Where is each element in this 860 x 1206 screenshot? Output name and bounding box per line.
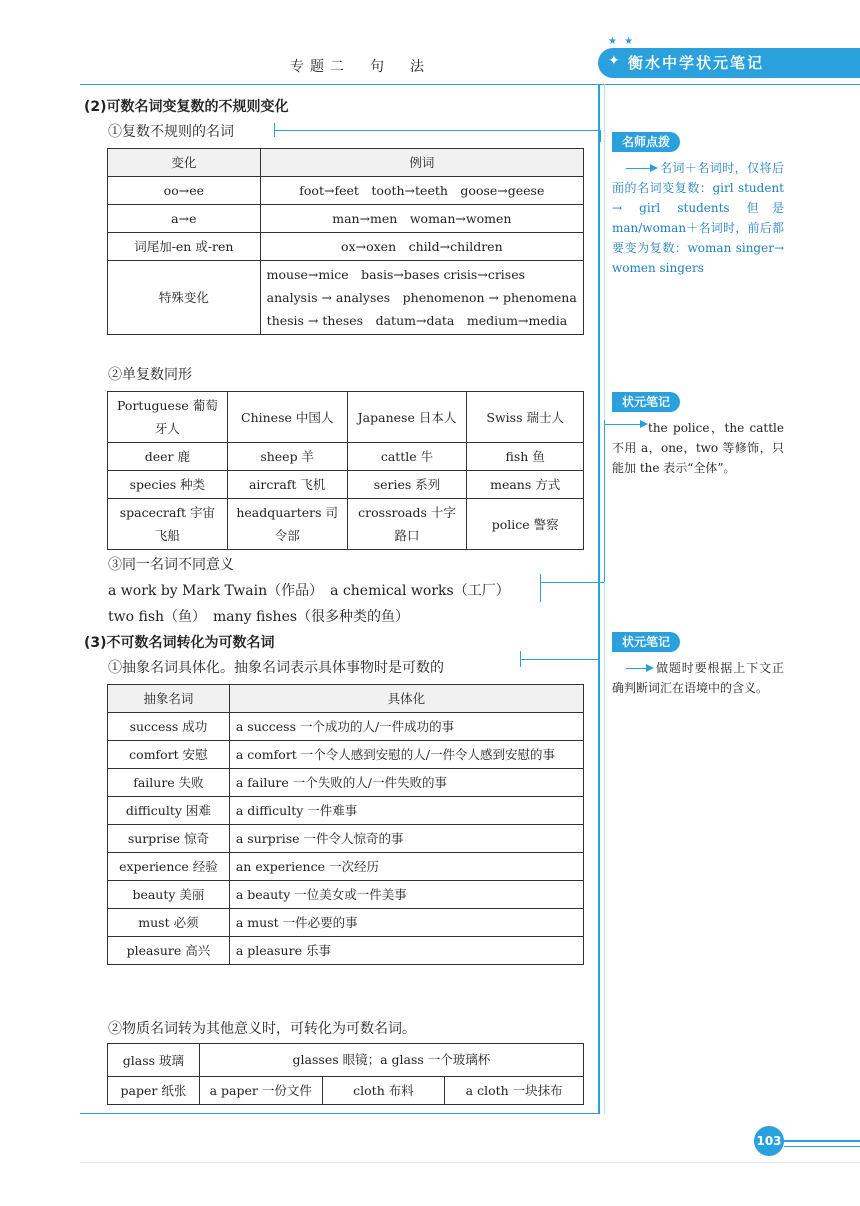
table-cell: experience 经验 bbox=[108, 853, 230, 881]
note-text: the police，the cattle 不用 a，one，two 等修饰，只能加 the 表示“全体”。 bbox=[612, 421, 784, 475]
note-tag: 状元笔记 bbox=[612, 392, 680, 412]
section-heading-3: (3)不可数名词转化为可数名词 bbox=[84, 635, 275, 651]
table-cell: man→men woman→women bbox=[260, 205, 583, 233]
table-row bbox=[108, 205, 584, 233]
table-header: 变化 bbox=[108, 149, 261, 177]
table-cell: mouse→mice basis→bases crisis→crises analysis → analyses phenomenon → phenomena thesis → theses datum→data medium→media bbox=[260, 261, 583, 335]
table-cell: difficulty 困难 bbox=[108, 797, 230, 825]
table-cell: headquarters 司令部 bbox=[227, 499, 347, 550]
table-row bbox=[108, 741, 584, 769]
margin-divider bbox=[598, 84, 600, 1114]
table-row bbox=[108, 1044, 584, 1077]
brand-title: 衡水中学状元笔记 bbox=[628, 54, 765, 72]
header-divider bbox=[80, 84, 860, 85]
table-cell: series 系列 bbox=[347, 471, 467, 499]
table-row bbox=[108, 713, 584, 741]
footer-divider bbox=[80, 1162, 860, 1163]
section-heading-2: (2)可数名词变复数的不规则变化 bbox=[84, 99, 289, 115]
table-header: 具体化 bbox=[229, 685, 583, 713]
table-cell: a surprise 一件令人惊奇的事 bbox=[229, 825, 583, 853]
table-cell: aircraft 飞机 bbox=[227, 471, 347, 499]
connector-line bbox=[540, 582, 604, 583]
table-cell: paper 纸张 bbox=[108, 1077, 200, 1105]
connector-line bbox=[604, 420, 605, 582]
table-cell: a paper 一份文件 bbox=[199, 1077, 322, 1105]
table-row bbox=[108, 392, 584, 443]
example-sentence: two fish（鱼） many fishes（很多种类的鱼） bbox=[108, 609, 410, 625]
table-header: 例词 bbox=[260, 149, 583, 177]
table-row bbox=[108, 499, 584, 550]
connector-line bbox=[540, 574, 541, 602]
table-cell: Portuguese 葡萄牙人 bbox=[108, 392, 228, 443]
margin-divider-light bbox=[604, 84, 605, 1114]
table-row bbox=[108, 797, 584, 825]
table-cell: pleasure 高兴 bbox=[108, 937, 230, 965]
table-row bbox=[108, 1077, 584, 1105]
table-row bbox=[108, 937, 584, 965]
table-cell: a must 一件必要的事 bbox=[229, 909, 583, 937]
table-cell: a beauty 一位美女或一件美事 bbox=[229, 881, 583, 909]
table-cell: surprise 惊奇 bbox=[108, 825, 230, 853]
table-row bbox=[108, 177, 584, 205]
table-row bbox=[108, 909, 584, 937]
brand-banner bbox=[598, 48, 860, 78]
content-bottom-divider bbox=[80, 1113, 600, 1114]
table-cell: sheep 羊 bbox=[227, 443, 347, 471]
subheading-irregular-plurals: ①复数不规则的名词 bbox=[108, 124, 234, 140]
table-cell: a→e bbox=[108, 205, 261, 233]
page-number: 103 bbox=[754, 1126, 784, 1156]
star-icon: ✦ bbox=[608, 53, 622, 69]
subheading-material-nouns: ②物质名词转为其他意义时，可转化为可数名词。 bbox=[108, 1021, 416, 1037]
table-cell: an experience 一次经历 bbox=[229, 853, 583, 881]
table-cell: a pleasure 乐事 bbox=[229, 937, 583, 965]
table-cell: must 必须 bbox=[108, 909, 230, 937]
table-cell: Chinese 中国人 bbox=[227, 392, 347, 443]
connector-line bbox=[520, 659, 600, 660]
table-row bbox=[108, 471, 584, 499]
page-number-rule bbox=[784, 1146, 860, 1147]
subheading-same-form: ②单复数同形 bbox=[108, 367, 192, 383]
table-cell: oo→ee bbox=[108, 177, 261, 205]
table-cell: 特殊变化 bbox=[108, 261, 261, 335]
table-cell: spacecraft 宇宙飞船 bbox=[108, 499, 228, 550]
table-cell: Japanese 日本人 bbox=[347, 392, 467, 443]
page-number-rule bbox=[784, 1140, 860, 1142]
table-cell: foot→feet tooth→teeth goose→geese bbox=[260, 177, 583, 205]
table-row bbox=[108, 769, 584, 797]
table-cell: ox→oxen child→children bbox=[260, 233, 583, 261]
star-decoration-icon: ★ ★ bbox=[608, 36, 636, 47]
subheading-different-meanings: ③同一名词不同意义 bbox=[108, 557, 234, 573]
table-cell: cloth 布料 bbox=[322, 1077, 445, 1105]
table-cell: species 种类 bbox=[108, 471, 228, 499]
table-row bbox=[108, 443, 584, 471]
table-cell: crossroads 十字路口 bbox=[347, 499, 467, 550]
same-form-table bbox=[107, 391, 584, 550]
table-cell: a cloth 一块抹布 bbox=[445, 1077, 584, 1105]
table-cell: cattle 牛 bbox=[347, 443, 467, 471]
table-cell: a difficulty 一件难事 bbox=[229, 797, 583, 825]
table-cell: a comfort 一个令人感到安慰的人/一件令人感到安慰的事 bbox=[229, 741, 583, 769]
note-tag: 状元笔记 bbox=[612, 632, 680, 652]
example-sentence: a work by Mark Twain（作品） a chemical works（工厂） bbox=[108, 583, 510, 599]
table-cell: beauty 美丽 bbox=[108, 881, 230, 909]
subheading-abstract-nouns: ①抽象名词具体化。抽象名词表示具体事物时是可数的 bbox=[108, 660, 444, 676]
table-cell: success 成功 bbox=[108, 713, 230, 741]
irregular-plural-table bbox=[107, 148, 590, 335]
connector-line bbox=[600, 130, 601, 142]
table-row bbox=[108, 853, 584, 881]
table-row bbox=[108, 825, 584, 853]
table-cell: fish 鱼 bbox=[467, 443, 584, 471]
table-cell: police 警察 bbox=[467, 499, 584, 550]
table-row bbox=[108, 233, 584, 261]
table-cell: means 方式 bbox=[467, 471, 584, 499]
abstract-noun-table bbox=[107, 684, 584, 965]
table-row bbox=[108, 261, 584, 335]
chapter-title: 专题二 句 法 bbox=[290, 59, 430, 75]
table-cell: glass 玻璃 bbox=[108, 1044, 200, 1077]
table-cell: 词尾加-en 或-ren bbox=[108, 233, 261, 261]
note-text: 名词＋名词时，仅将后面的名词变复数：girl student → girl students 但是 man/woman＋名词时，前后都要变为复数：woman singer→ women singers bbox=[612, 161, 784, 275]
table-header: 抽象名词 bbox=[108, 685, 230, 713]
table-cell: failure 失败 bbox=[108, 769, 230, 797]
table-cell: Swiss 瑞士人 bbox=[467, 392, 584, 443]
table-cell: a success 一个成功的人/一件成功的事 bbox=[229, 713, 583, 741]
table-cell: deer 鹿 bbox=[108, 443, 228, 471]
material-noun-table bbox=[107, 1043, 584, 1105]
table-cell: a failure 一个失败的人/一件失败的事 bbox=[229, 769, 583, 797]
table-cell: comfort 安慰 bbox=[108, 741, 230, 769]
connector-line bbox=[274, 130, 598, 131]
note-text: 做题时要根据上下文正确判断词汇在语境中的含义。 bbox=[612, 661, 784, 695]
table-cell: glasses 眼镜；a glass 一个玻璃杯 bbox=[199, 1044, 583, 1077]
note-tag: 名师点拨 bbox=[612, 132, 680, 152]
table-row bbox=[108, 881, 584, 909]
